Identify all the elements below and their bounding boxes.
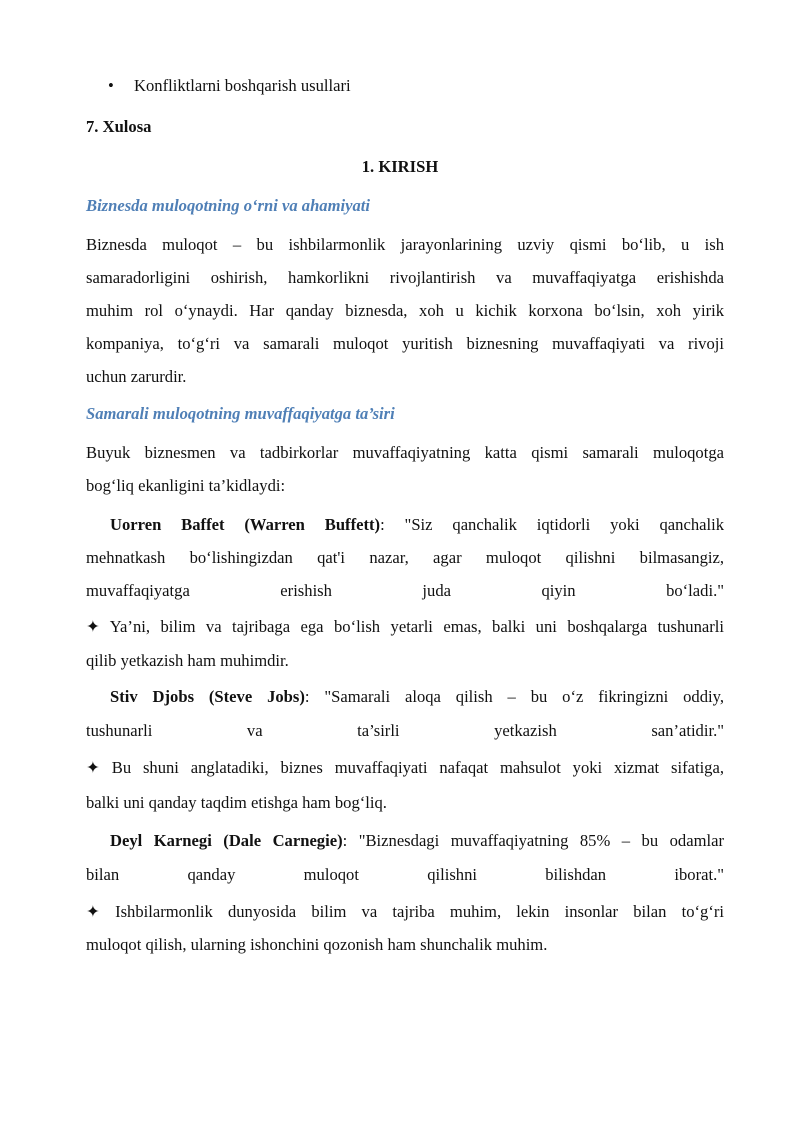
quote-author: Deyl Karnegi (Dale Carnegie) [110,831,343,850]
quote-line: mehnatkash bo‘lishingizdan qat'i nazar, agar muloqot qilishni bilmasangiz, [86,548,724,567]
paragraph-line: kompaniya, to‘g‘ri va samarali muloqot yuritish biznesning muvaffaqiyati va rivoji [86,334,724,353]
quote-line: bilan qanday muloqot qilishni bilishdan iborat." [86,865,724,884]
note-line: balki uni qanday taqdim etishga ham bog‘liq. [86,793,387,812]
bullet-list-item [108,76,351,96]
quote-line: tushunarli va ta’sirli yetkazish san’atidir." [86,721,724,740]
quote-text: : "Siz qanchalik iqtidorli yoki qanchalik [380,515,725,534]
quote-author: Stiv Djobs (Steve Jobs) [110,687,305,706]
quote-line: muvaffaqiyatga erishish juda qiyin bo‘ladi." [86,581,724,600]
subheading: Biznesda muloqotning o‘rni va ahamiyati [86,196,370,215]
quote-author: Uorren Baffet (Warren Buffett) [110,515,381,534]
note-line: ✦ Bu shuni anglatadiki, biznes muvaffaqiyati nafaqat mahsulot yoki xizmat sifatiga, [86,758,724,777]
note-line: qilib yetkazish ham muhimdir. [86,651,289,670]
paragraph-line: bog‘liq ekanligini ta’kidlaydi: [86,476,286,495]
quote-line [110,515,724,535]
quote-text: : "Samarali aloqa qilish – bu o‘z fikringizni oddiy, [304,687,724,706]
quote-line [110,687,724,707]
paragraph-line: uchun zarurdir. [86,367,187,386]
bullet-text: Konfliktlarni boshqarish usullari [134,76,351,95]
paragraph-line: Buyuk biznesmen va tadbirkorlar muvaffaqiyatning katta qismi samarali muloqotga [86,443,724,462]
paragraph-line: Biznesda muloqot – bu ishbilarmonlik jarayonlarining uzviy qismi bo‘lib, u ish [86,235,724,254]
note-line: ✦ Ishbilarmonlik dunyosida bilim va tajriba muhim, lekin insonlar bilan to‘g‘ri [86,902,724,921]
note-line: muloqot qilish, ularning ishonchini qozonish ham shunchalik muhim. [86,935,548,954]
subheading: Samarali muloqotning muvaffaqiyatga ta’siri [86,404,395,423]
note-line: ✦ Ya’ni, bilim va tajribaga ega bo‘lish yetarli emas, balki uni boshqalarga tushunarli [86,617,724,636]
chapter-title: 1. KIRISH [361,157,439,176]
paragraph-line: muhim rol o‘ynaydi. Har qanday biznesda, xoh u kichik korxona bo‘lsin, xoh yirik [86,301,724,320]
quote-text: : "Biznesdagi muvaffaqiyatning 85% – bu odamlar [342,831,724,850]
quote-line [110,831,724,851]
section-heading: 7. Xulosa [86,117,152,136]
bullet-icon: • [108,76,114,95]
paragraph-line: samaradorligini oshirish, hamkorlikni rivojlantirish va muvaffaqiyatga erishishda [86,268,724,287]
